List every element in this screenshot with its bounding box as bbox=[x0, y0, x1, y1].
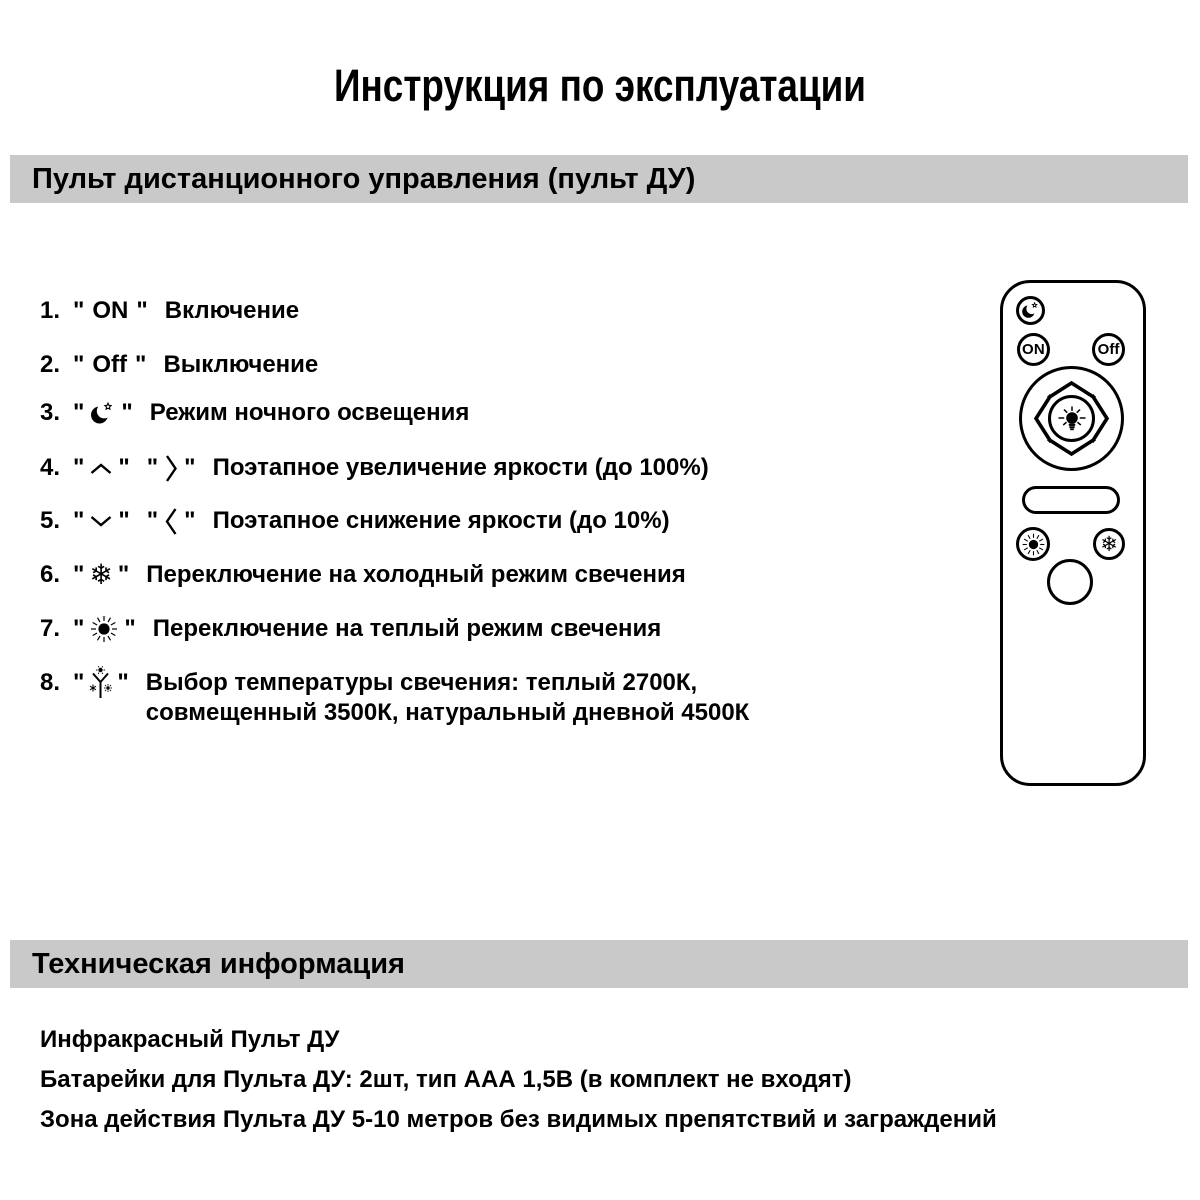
quote-mark: " bbox=[73, 561, 85, 588]
item-number: 6. bbox=[40, 561, 61, 588]
item-description: Поэтапное снижение яркости (до 10%) bbox=[212, 507, 670, 534]
section-header-tech-label: Техническая информация bbox=[32, 947, 405, 980]
cold-mode-button bbox=[1093, 528, 1125, 560]
chevron-up-icon bbox=[89, 462, 113, 475]
chevron-down-icon bbox=[89, 515, 113, 528]
item-number: 5. bbox=[40, 507, 61, 534]
list-item-on bbox=[40, 296, 299, 326]
list-item-night-mode bbox=[40, 398, 469, 428]
item-description: Поэтапное увеличение яркости (до 100%) bbox=[212, 454, 709, 481]
moon-star-icon bbox=[89, 400, 116, 427]
warm-sun-icon bbox=[1021, 532, 1046, 557]
off-button-label: Off bbox=[1097, 341, 1120, 358]
chevron-left-icon bbox=[163, 506, 179, 537]
list-item-color-temperature bbox=[40, 668, 749, 728]
item-description-line1: Выбор температуры свечения: теплый 2700К, bbox=[145, 669, 698, 696]
quote-mark: " bbox=[146, 454, 159, 481]
on-button-label: ON bbox=[1021, 341, 1046, 358]
item-description: Режим ночного освещения bbox=[149, 399, 470, 426]
item-number: 7. bbox=[40, 615, 61, 642]
section-header-tech bbox=[10, 940, 1188, 988]
snowflake-icon: ❄ bbox=[89, 558, 113, 591]
light-bulb-icon bbox=[1057, 404, 1087, 434]
remote-illustration bbox=[1000, 280, 1146, 786]
quote-mark: " bbox=[73, 615, 85, 642]
list-item-off bbox=[40, 350, 318, 380]
list-item-brightness-down bbox=[40, 506, 670, 536]
quote-mark: " bbox=[121, 399, 133, 426]
list-item-warm-mode bbox=[40, 614, 661, 644]
on-button bbox=[1017, 333, 1050, 366]
section-header-remote-label: Пульт дистанционного управления (пульт ДУ) bbox=[32, 162, 696, 195]
warm-sun-icon bbox=[89, 614, 119, 644]
item-number: 8. bbox=[40, 669, 61, 696]
quote-mark: " bbox=[118, 507, 130, 534]
snowflake-icon: ❄ bbox=[1100, 531, 1118, 556]
list-item-brightness-up bbox=[40, 453, 709, 483]
quote-mark: " bbox=[73, 507, 85, 534]
list-item-cold-mode bbox=[40, 560, 686, 590]
item-number: 2. bbox=[40, 351, 61, 378]
off-key-label: Off bbox=[92, 351, 128, 378]
quote-mark: " bbox=[73, 669, 85, 696]
item-number: 1. bbox=[40, 297, 61, 324]
quote-mark: " bbox=[73, 399, 85, 426]
moon-star-icon bbox=[1021, 301, 1040, 320]
page-title: Инструкция по эксплуатации bbox=[333, 60, 867, 111]
round-button bbox=[1047, 559, 1093, 605]
brightness-dpad bbox=[1019, 366, 1124, 471]
color-temperature-icon bbox=[89, 668, 112, 698]
item-description: Выключение bbox=[163, 351, 319, 378]
quote-mark: " bbox=[146, 507, 159, 534]
warm-mode-button bbox=[1016, 527, 1050, 561]
item-description-line2: совмещенный 3500К, натуральный дневной 4500К bbox=[145, 699, 750, 726]
quote-mark: " bbox=[73, 297, 85, 324]
item-description bbox=[146, 668, 750, 728]
quote-mark: " bbox=[73, 351, 85, 378]
tech-info-line: Инфракрасный Пульт ДУ bbox=[40, 1026, 340, 1053]
item-description: Включение bbox=[164, 297, 300, 324]
chevron-right-icon bbox=[163, 453, 179, 484]
quote-mark: " bbox=[73, 454, 85, 481]
item-description: Переключение на теплый режим свечения bbox=[152, 615, 662, 642]
quote-mark: " bbox=[135, 351, 147, 378]
item-number: 4. bbox=[40, 454, 61, 481]
quote-mark: " bbox=[184, 507, 196, 534]
quote-mark: " bbox=[118, 454, 130, 481]
quote-mark: " bbox=[124, 615, 136, 642]
on-key-label: ON bbox=[92, 297, 129, 324]
quote-mark: " bbox=[184, 454, 196, 481]
tech-info-line: Зона действия Пульта ДУ 5-10 метров без видимых препятствий и заграждений bbox=[40, 1106, 997, 1133]
off-button bbox=[1092, 333, 1125, 366]
quote-mark: " bbox=[117, 561, 130, 588]
tech-info-line: Батарейки для Пульта ДУ: 2шт, тип ААА 1,5В (в комплект не входят) bbox=[40, 1066, 852, 1093]
section-header-remote bbox=[10, 155, 1188, 203]
night-mode-button bbox=[1016, 296, 1045, 325]
item-description: Переключение на холодный режим свечения bbox=[146, 561, 686, 588]
pill-button bbox=[1022, 486, 1120, 514]
quote-mark: " bbox=[136, 297, 148, 324]
quote-mark: " bbox=[117, 669, 129, 696]
dpad-center-button bbox=[1048, 395, 1095, 442]
item-number: 3. bbox=[40, 399, 61, 426]
